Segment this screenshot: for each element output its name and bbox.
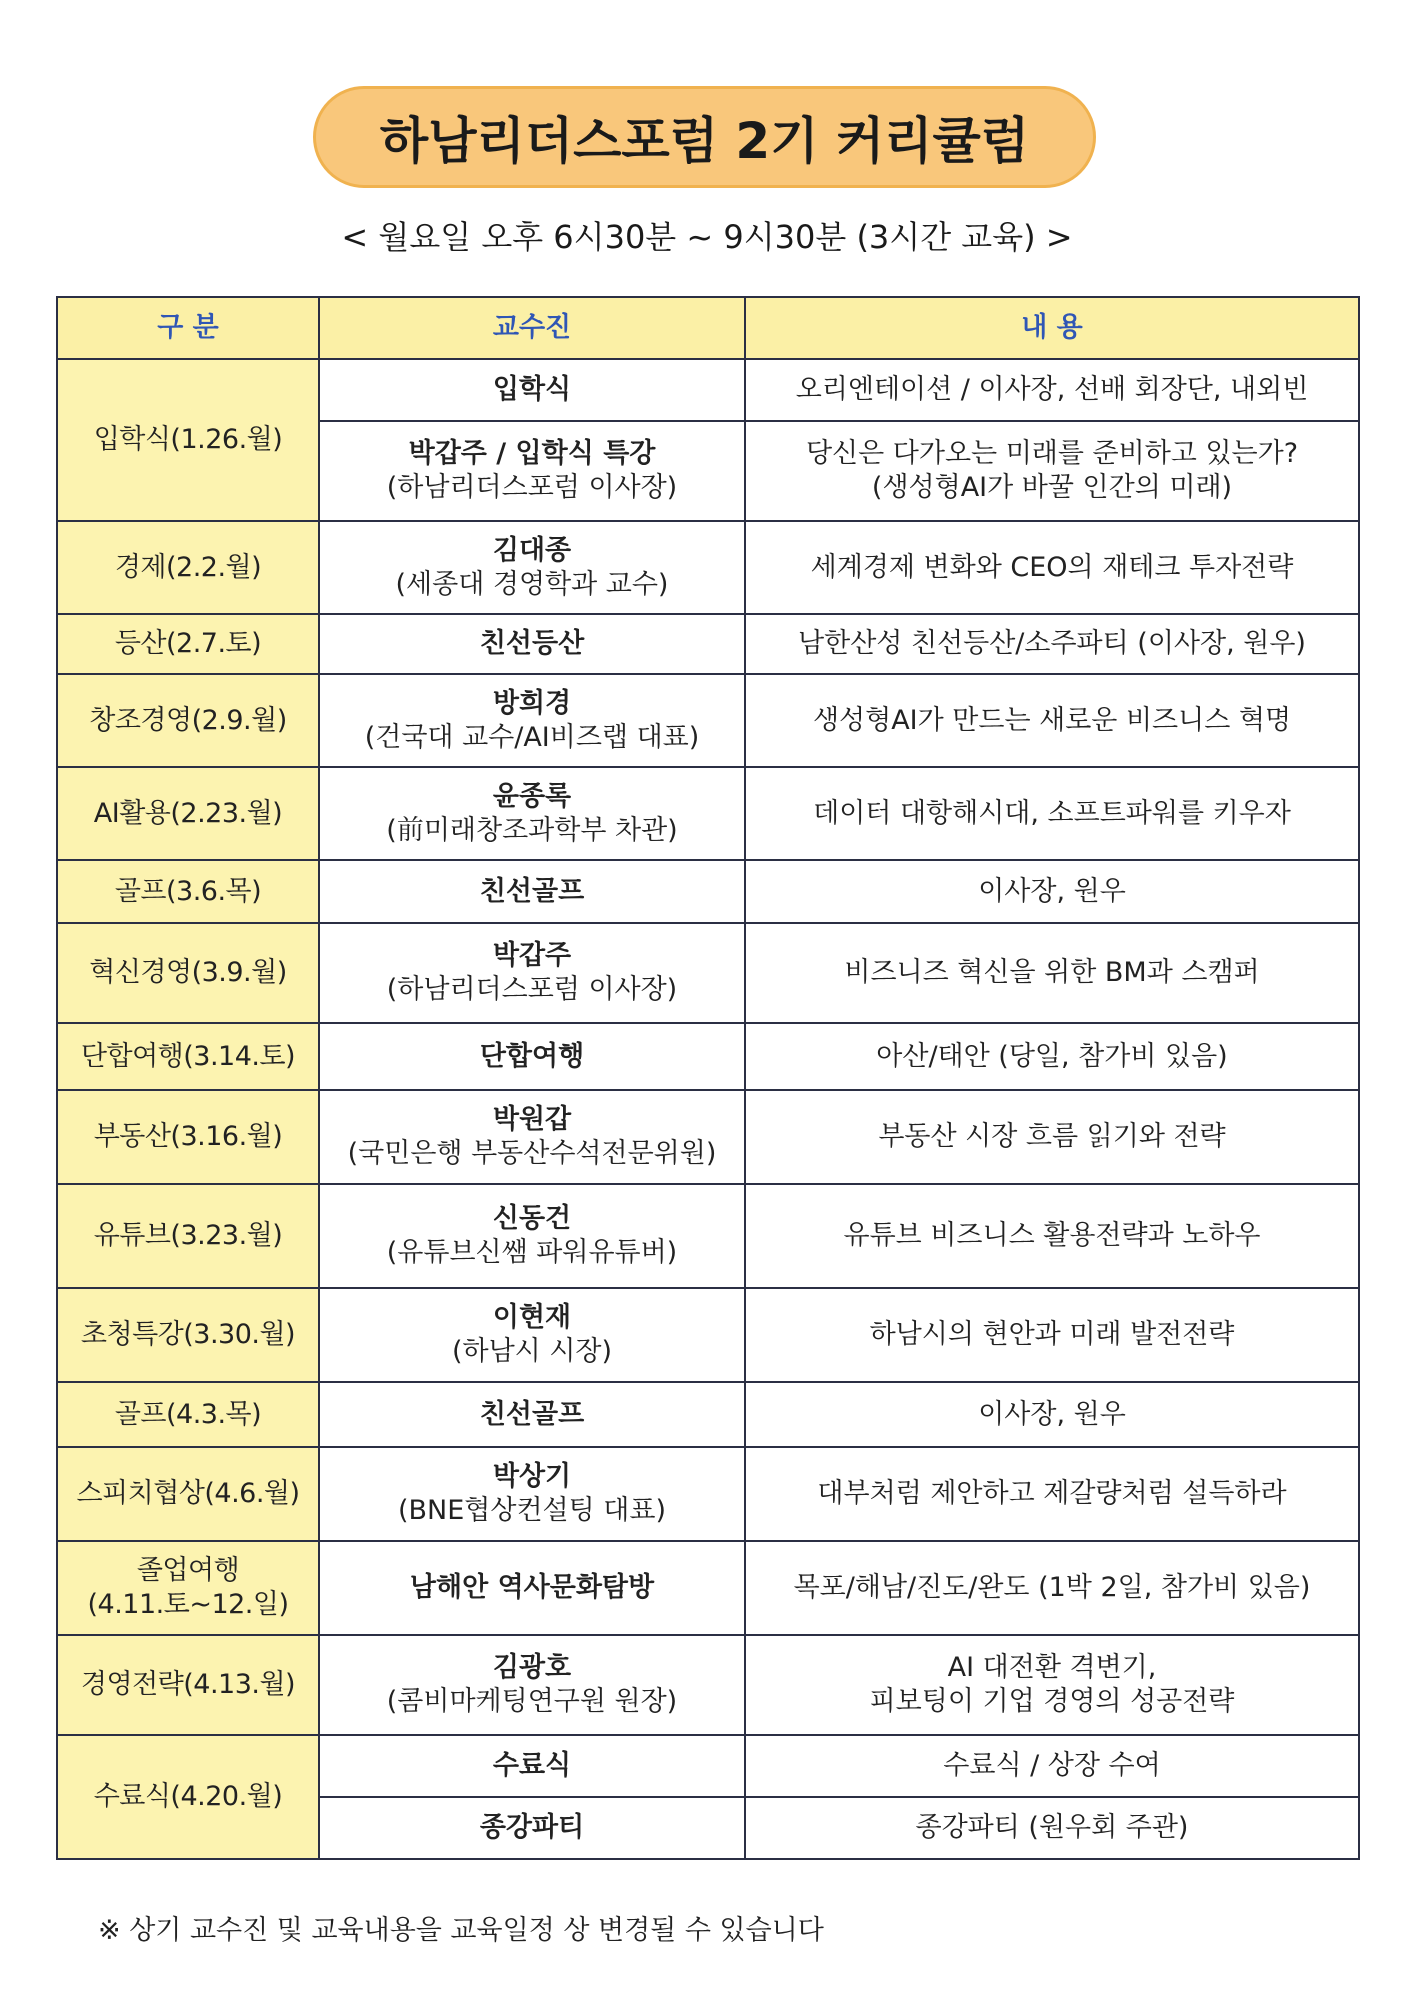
row-category: 경영전략(4.13.월) [57, 1635, 319, 1735]
row-faculty [319, 1735, 745, 1797]
row-category: 골프(3.6.목) [57, 860, 319, 923]
row-faculty [319, 860, 745, 923]
row-category: 유튜브(3.23.월) [57, 1184, 319, 1288]
row-category: AI활용(2.23.월) [57, 767, 319, 860]
table-row [57, 521, 1359, 614]
content-line: 당신은 다가오는 미래를 준비하고 있는가? [805, 438, 1299, 469]
table-row [57, 1288, 1359, 1382]
footnote: ※ 상기 교수진 및 교육내용을 교육일정 상 변경될 수 있습니다 [98, 1915, 824, 1946]
row-content: 남한산성 친선등산/소주파티 (이사장, 원우) [745, 614, 1359, 674]
table-row [57, 1447, 1359, 1541]
curriculum-table [56, 296, 1360, 1860]
faculty-affiliation: (하남시 시장) [451, 1336, 613, 1367]
row-content: 아산/태안 (당일, 참가비 있음) [745, 1023, 1359, 1090]
row-faculty [319, 923, 745, 1023]
content-line: (생성형AI가 바꿀 인간의 미래) [871, 472, 1233, 503]
row-faculty [319, 1635, 745, 1735]
row-category: 등산(2.7.토) [57, 614, 319, 674]
table-row [57, 860, 1359, 923]
row-category: 스피치협상(4.6.월) [57, 1447, 319, 1541]
table-row [57, 1184, 1359, 1288]
row-category: 부동산(3.16.월) [57, 1090, 319, 1184]
row-content: 세계경제 변화와 CEO의 재테크 투자전략 [745, 521, 1359, 614]
faculty-name: 수료식 [492, 1750, 572, 1781]
table-row [57, 1735, 1359, 1797]
row-faculty [319, 521, 745, 614]
header-content: 내 용 [745, 297, 1359, 359]
row-content [745, 1635, 1359, 1735]
table-header-row [57, 297, 1359, 359]
faculty-name: 윤종록 [492, 780, 572, 812]
table-row [57, 1023, 1359, 1090]
table-row [57, 923, 1359, 1023]
row-faculty [319, 1023, 745, 1090]
faculty-affiliation: (건국대 교수/AI비즈랩 대표) [364, 721, 700, 753]
table-row [57, 1382, 1359, 1447]
row-content [745, 421, 1359, 521]
faculty-name: 친선등산 [479, 628, 585, 659]
table-row [57, 767, 1359, 860]
schedule-subtitle: < 월요일 오후 6시30분 ~ 9시30분 (3시간 교육) > [341, 218, 1073, 256]
faculty-name: 박갑주 [492, 940, 572, 971]
faculty-name: 신동건 [492, 1203, 572, 1234]
row-faculty [319, 1447, 745, 1541]
faculty-name: 김대종 [492, 534, 572, 566]
row-faculty [319, 1382, 745, 1447]
row-faculty [319, 1090, 745, 1184]
row-content: 데이터 대항해시대, 소프트파워를 키우자 [745, 767, 1359, 860]
faculty-name: 입학식 [492, 374, 572, 405]
row-faculty [319, 674, 745, 767]
row-content: 대부처럼 제안하고 제갈량처럼 설득하라 [745, 1447, 1359, 1541]
row-category [57, 1541, 319, 1635]
category-label: 졸업여행 [136, 1555, 240, 1586]
faculty-affiliation: (세종대 경영학과 교수) [395, 568, 669, 600]
content-line: 피보팅이 기업 경영의 성공전략 [869, 1686, 1235, 1717]
faculty-affiliation: (콤비마케팅연구원 원장) [386, 1686, 678, 1717]
faculty-name: 단합여행 [479, 1040, 585, 1072]
row-category: 초청특강(3.30.월) [57, 1288, 319, 1382]
table-row [57, 1090, 1359, 1184]
faculty-name: 박원갑 [492, 1104, 572, 1135]
faculty-name: 남해안 역사문화탐방 [409, 1572, 655, 1603]
faculty-name: 김광호 [492, 1652, 572, 1683]
row-faculty [319, 1288, 745, 1382]
faculty-affiliation: (BNE협상컨설팅 대표) [397, 1495, 666, 1526]
row-faculty [319, 359, 745, 421]
table-row [57, 614, 1359, 674]
faculty-name: 이현재 [492, 1302, 572, 1333]
table-row [57, 1541, 1359, 1635]
row-content: 목포/해남/진도/완도 (1박 2일, 참가비 있음) [745, 1541, 1359, 1635]
table-row [57, 359, 1359, 421]
row-content: 수료식 / 상장 수여 [745, 1735, 1359, 1797]
page-title: 하남리더스포럼 2기 커리큘럼 [313, 86, 1096, 188]
row-faculty [319, 767, 745, 860]
header-faculty: 교수진 [319, 297, 745, 359]
faculty-affiliation: (前미래창조과학부 차관) [386, 814, 678, 846]
faculty-name: 박상기 [492, 1461, 572, 1492]
faculty-affiliation: (국민은행 부동산수석전문위원) [347, 1138, 717, 1169]
row-category: 골프(4.3.목) [57, 1382, 319, 1447]
row-content: 부동산 시장 흐름 읽기와 전략 [745, 1090, 1359, 1184]
faculty-name: 친선골프 [479, 875, 585, 907]
row-category: 경제(2.2.월) [57, 521, 319, 614]
header-category: 구 분 [57, 297, 319, 359]
faculty-name: 방희경 [492, 687, 572, 719]
faculty-name: 박갑주 / 입학식 특강 [408, 438, 656, 469]
row-faculty [319, 614, 745, 674]
row-category: 혁신경영(3.9.월) [57, 923, 319, 1023]
faculty-name: 종강파티 [479, 1812, 585, 1843]
row-category: 창조경영(2.9.월) [57, 674, 319, 767]
row-category: 단합여행(3.14.토) [57, 1023, 319, 1090]
row-category: 수료식(4.20.월) [57, 1735, 319, 1859]
row-faculty [319, 1184, 745, 1288]
row-content: 생성형AI가 만드는 새로운 비즈니스 혁명 [745, 674, 1359, 767]
row-content: 이사장, 원우 [745, 860, 1359, 923]
table-row [57, 674, 1359, 767]
content-line: AI 대전환 격변기, [947, 1652, 1157, 1683]
row-content: 이사장, 원우 [745, 1382, 1359, 1447]
faculty-affiliation: (하남리더스포럼 이사장) [386, 974, 678, 1005]
faculty-affiliation: (하남리더스포럼 이사장) [386, 472, 678, 503]
row-faculty [319, 1797, 745, 1859]
row-content: 오리엔테이션 / 이사장, 선배 회장단, 내외빈 [745, 359, 1359, 421]
faculty-affiliation: (유튜브신쌤 파워유튜버) [386, 1237, 678, 1268]
row-content: 하남시의 현안과 미래 발전전략 [745, 1288, 1359, 1382]
row-category: 입학식(1.26.월) [57, 359, 319, 521]
row-content: 유튜브 비즈니스 활용전략과 노하우 [745, 1184, 1359, 1288]
row-content: 종강파티 (원우회 주관) [745, 1797, 1359, 1859]
category-date: (4.11.토~12.일) [87, 1589, 289, 1620]
row-content: 비즈니즈 혁신을 위한 BM과 스캠퍼 [745, 923, 1359, 1023]
row-faculty [319, 1541, 745, 1635]
table-row [57, 1635, 1359, 1735]
row-faculty [319, 421, 745, 521]
faculty-name: 친선골프 [479, 1398, 585, 1430]
